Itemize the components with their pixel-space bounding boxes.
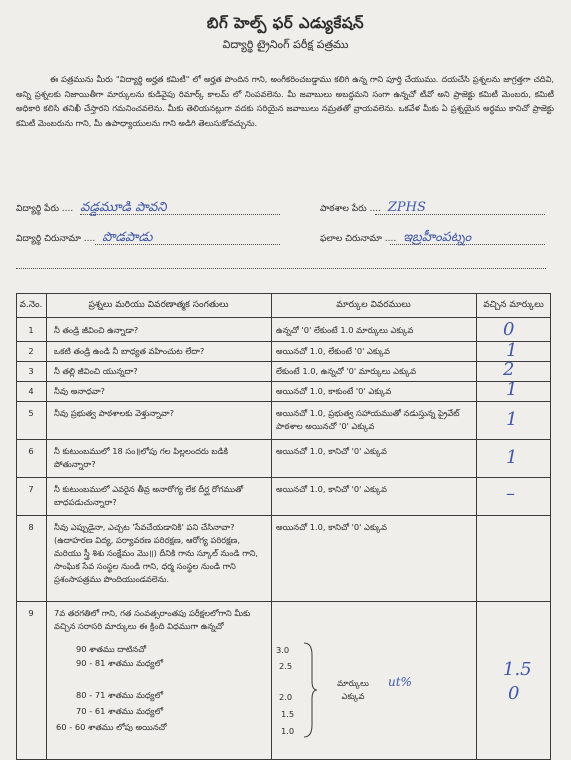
col-divider-2 xyxy=(271,293,272,760)
row-7-question: నీ కుటుంబములో ఎవరైన తీవ్ర అనారోగ్య లేక దీర్ఘ రోగముతో బాధపడుచున్నారా? xyxy=(54,484,244,507)
row-divider xyxy=(16,381,551,382)
row-9-percentage: ut% xyxy=(388,675,412,689)
instructions-paragraph: ఈ పత్రమును మీరు "విద్యార్థి అర్హత కమిటీ" లో అర్హత పొందిన గాని, అంగీకరించబడ్డాము కలిగి ఉన్న గాని పూర్తి చేయుము. దయచేసి ప్రశ్నలను జాగ్రత్తగా చదివి, అన్ని ప్రశ్నలకు నిజాయితీగా మార్కులను కుడివైపు రిమార్క్ కాలమ్ లో నింపవలెను. మీ జవాబులు అబద్ధమని సంగా ఉన్నచో టీవో అని ప్రాజెక్టు కమిటీ మెంబరు, కమిటీ అధికారి కలిసి తనిఖీ చేస్తారని గమనించవలెను. మీకు తెలియనట్లుగా వదకు సరియైన జవాబులు నమ్రతతో వ్రాయవలెను. ఒకవేళ మీకు ఏ ప్రశ్నయైన అర్థము కానిచో ప్రాజెక్టు కమిటీ మెంబరును గాని, మీ ఉపాధ్యాయులను గాని అడిగి తెలుసుకోవచ్చును. xyxy=(16,74,554,128)
student-name-label: విద్యార్థి పేరు xyxy=(16,204,59,214)
school-label: పాఠశాల పేరు xyxy=(320,204,367,214)
school-value: ZPHS xyxy=(387,200,426,215)
row-4-no: 4 xyxy=(28,386,34,396)
header-marks: వచ్చిన మార్కులు xyxy=(483,300,544,310)
address-field: విద్యార్థి చిరునామా .... పొడపాడు xyxy=(16,230,153,245)
row-1-mark: 0 xyxy=(503,319,515,340)
row-9-question: 7వ తరగతిలో గాని, గత సంవత్సరాంతపు పరీక్షలలోగాని మీకు వచ్చిన సరాసరి మార్కులు ఈ క్రింది విధముగా ఉన్నచో xyxy=(54,608,251,631)
row-2-mark: 1 xyxy=(506,340,518,361)
row-9-mark-extra: 0 xyxy=(508,683,520,704)
address-value: పొడపాడు xyxy=(102,230,153,245)
row-divider xyxy=(16,439,551,440)
row-9-band-3: 80 - 71 శాతము మధ్యలో xyxy=(76,690,163,700)
district-value: ఇబ్రహీంపట్నం xyxy=(403,230,472,245)
name-dotted-line xyxy=(80,214,280,215)
row-9-band-1: 90 శాతము దాటినచో xyxy=(76,644,147,654)
row-divider xyxy=(16,477,551,478)
row-7-criteria: అయినచో 1.0, కానిచో '0' ఎక్కువ xyxy=(276,484,387,494)
address-dotted-line xyxy=(95,244,280,245)
row-3-mark: 2 xyxy=(503,359,515,380)
row-6-mark: 1 xyxy=(506,447,518,468)
district-label: ఫలాల చిరునామా xyxy=(320,234,382,244)
row-8-question: నీవు ఎప్పుడైనా, ఎచ్చట 'సేవచేయడానికి' పని చేసినావా? (ఉదాహరణ విద్య, పర్యావరణ పరిరక్షణ, ఆరోగ్య పరిరక్షణ, మరియు స్త్రీ శిశు సంక్షేమం మొ॥) దీనికి గాను స్కూల్ నుండి గాని, సాంఘిక సేవ సంస్థల నుండి గాని, ధర్మ సంస్థల నుండి గాని ప్రశంసాపత్రము పొందియుండవలెను. xyxy=(54,522,259,584)
form-subtitle: విద్యార్థి ట్రైనింగ్ పరీక్ష పత్రము xyxy=(222,38,349,51)
row-9-band-5: 60 - 60 శాతము లోపు అయినచో xyxy=(56,722,167,732)
scale-value-1: 3.0 xyxy=(276,645,290,655)
row-divider xyxy=(16,361,551,362)
row-4-mark: 1 xyxy=(506,379,518,400)
row-3-no: 3 xyxy=(28,366,34,376)
row-6-no: 6 xyxy=(28,446,34,456)
school-dotted-line xyxy=(375,214,545,215)
row-5-no: 5 xyxy=(28,408,34,418)
row-5-criteria: అయినచో 1.0, ప్రభుత్వ సహాయముతో నడుస్తున్న ప్రైవేట్ పాఠశాల అయినచో '0' ఎక్కువ xyxy=(276,408,460,431)
form-title: బిగ్ హెల్ప్ ఫర్ ఎడ్యుకేషన్ xyxy=(206,14,365,32)
extra-dotted-line xyxy=(16,268,546,269)
header-no: వ.నెం. xyxy=(19,300,43,310)
row-2-question: ఒకటి తండ్రి ఉండి నీ బాధ్యత వహించుట లేదా? xyxy=(54,346,205,356)
row-4-criteria: అయినచో 1.0, కాకుంటే '0' ఎక్కువ xyxy=(276,386,392,396)
header-criteria: మార్కుల వివరములు xyxy=(336,300,411,310)
row-3-question: నీ తల్లి జీవించి యున్నదా? xyxy=(54,366,138,376)
row-divider xyxy=(16,515,551,516)
row-9-band-2: 90 - 81 శాతము మధ్యలో xyxy=(76,658,163,668)
scale-value-3: 2.0 xyxy=(279,692,293,702)
row-2-criteria: అయినచో 1.0, లేకుంటే '0' ఎక్కువ xyxy=(276,346,390,356)
col-divider-3 xyxy=(476,293,477,760)
row-1-question: నీ తండ్రి జీవించి ఉన్నాడా? xyxy=(54,325,139,335)
row-5-question: నీవు ప్రభుత్వ పాఠశాలకు వెళ్తున్నావా? xyxy=(54,408,175,418)
scale-value-5: 1.0 xyxy=(281,726,295,736)
row-8-no: 8 xyxy=(28,522,34,532)
row-9-mark: 1.5 xyxy=(503,659,532,680)
row-divider xyxy=(16,341,551,342)
row-4-question: నీవు అనాధవా? xyxy=(54,386,105,396)
scale-value-4: 1.5 xyxy=(281,709,295,719)
district-field: ఫలాల చిరునామా .... ఇబ్రహీంపట్నం xyxy=(320,230,472,245)
scale-value-2: 2.5 xyxy=(279,661,293,671)
header-divider xyxy=(16,317,551,318)
district-dotted-line xyxy=(390,244,545,245)
student-name-field: విద్యార్థి పేరు .... వడ్డమూడి పావని xyxy=(16,200,167,215)
row-2-no: 2 xyxy=(28,346,34,356)
address-label: విద్యార్థి చిరునామా xyxy=(16,234,81,244)
row-9-band-4: 70 - 61 శాతము మధ్యలో xyxy=(76,706,163,716)
row-divider xyxy=(16,601,551,602)
scale-brace xyxy=(302,641,318,739)
student-name-value: వడ్డమూడి పావని xyxy=(80,200,167,215)
row-1-criteria: ఉన్నచో '0' లేకుంటే 1.0 మార్కులు ఎక్కువ xyxy=(276,325,414,335)
row-7-mark: – xyxy=(506,483,515,504)
row-9-no: 9 xyxy=(28,608,34,618)
scale-label: మార్కులు ఎక్కువ xyxy=(337,678,369,701)
evaluation-table xyxy=(16,293,551,760)
row-5-mark: 1 xyxy=(506,409,518,430)
row-8-criteria: అయినచో 1.0, కానిచో '0' ఎక్కువ xyxy=(276,522,387,532)
row-3-criteria: లేకుంటే 1.0, ఉన్నచో '0' మార్కులు ఎక్కువ xyxy=(276,366,417,376)
row-1-no: 1 xyxy=(28,325,34,335)
col-divider-1 xyxy=(46,293,47,760)
row-6-criteria: అయినచో 1.0, కానిచో '0' ఎక్కువ xyxy=(276,446,387,456)
row-6-question: నీ కుటుంబములో 18 సం॥లోపు గల పిల్లలందరు బడికి పోతున్నారా? xyxy=(54,446,229,469)
school-field: పాఠశాల పేరు .... ZPHS xyxy=(320,200,426,215)
row-divider xyxy=(16,401,551,402)
row-7-no: 7 xyxy=(28,484,34,494)
header-question: ప్రశ్నలు మరియు వివరణాత్మక సంగతులు xyxy=(88,300,229,310)
